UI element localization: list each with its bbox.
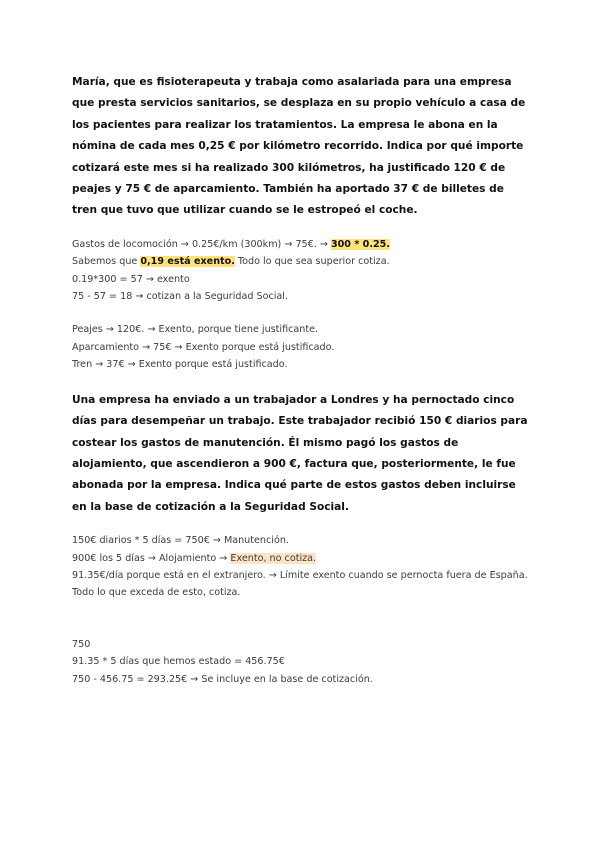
answer-2-line-6: 750 - 456.75 = 293.25€ → Se incluye en la base de cotización. (72, 673, 373, 685)
answer-2-line-5: 91.35 * 5 días que hemos estado = 456.75€ (72, 656, 285, 668)
answer-1-line-5: Peajes → 120€. → Exento, porque tiene justificante. (72, 324, 319, 336)
answer-1-line-3: 0.19*300 = 57 → exento (72, 273, 190, 285)
answer-1-line-2-post: Todo lo que sea superior cotiza. (234, 256, 390, 268)
answer-1-line-6: Aparcamiento → 75€ → Exento porque está justificado. (72, 341, 335, 353)
answer-1-line-1-text: Gastos de locomoción → 0.25€/km (300km) → 75€. → (72, 238, 331, 250)
answer-2-line-2 (72, 550, 532, 567)
answer-2-line-3: 91.35€/día porque está en el extranjero. → Límite exento cuando se pernocta fuera de España. Todo lo que exceda de esto, cotiza. (72, 569, 528, 599)
answer-1-line-1 (72, 236, 532, 253)
highlight-calculation: 300 * 0.25. (330, 238, 390, 250)
answer-2 (72, 532, 532, 688)
question-1: María, que es fisioterapeuta y trabaja como asalariada para una empresa que presta servicios sanitarios, se desplaza en su propio vehículo a casa de los pacientes para realizar los tratamientos. La empresa le abona en la nómina de cada mes 0,25 € por kilómetro recorrido. Indica por qué importe cotizará este mes si ha realizado 300 kilómetros, ha justificado 120 € de peajes y 75 € de aparcamiento. También ha aportado 37 € de billetes de tren que tuvo que utilizar cuando se le estropeó el coche. (72, 76, 526, 217)
answer-1-line-4: 75 - 57 = 18 → cotizan a la Seguridad Social. (72, 291, 288, 303)
highlight-exempt: 0,19 está exento. (140, 256, 235, 268)
answer-1-line-2 (72, 253, 532, 270)
answer-2-line-4: 750 (72, 638, 91, 650)
answer-1 (72, 236, 532, 374)
highlight-not-taxed: Exento, no cotiza. (230, 552, 317, 564)
answer-1-line-7: Tren → 37€ → Exento porque está justificado. (72, 359, 288, 371)
document-page (72, 72, 532, 688)
answer-2-line-1: 150€ diarios * 5 días = 750€ → Manutención. (72, 535, 289, 547)
answer-2-line-2-pre: 900€ los 5 días → Alojamiento → (72, 552, 231, 564)
answer-1-line-2-pre: Sabemos que (72, 256, 141, 268)
question-2: Una empresa ha enviado a un trabajador a Londres y ha pernoctado cinco días para desempeñar un trabajo. Este trabajador recibió 150 € diarios para costear los gastos de manutención. Él mismo pagó los gastos de alojamiento, que ascendieron a 900 €, factura que, posteriormente, le fue abonada por la empresa. Indica qué parte de estos gastos deben incluirse en la base de cotización a la Seguridad Social. (72, 393, 528, 513)
